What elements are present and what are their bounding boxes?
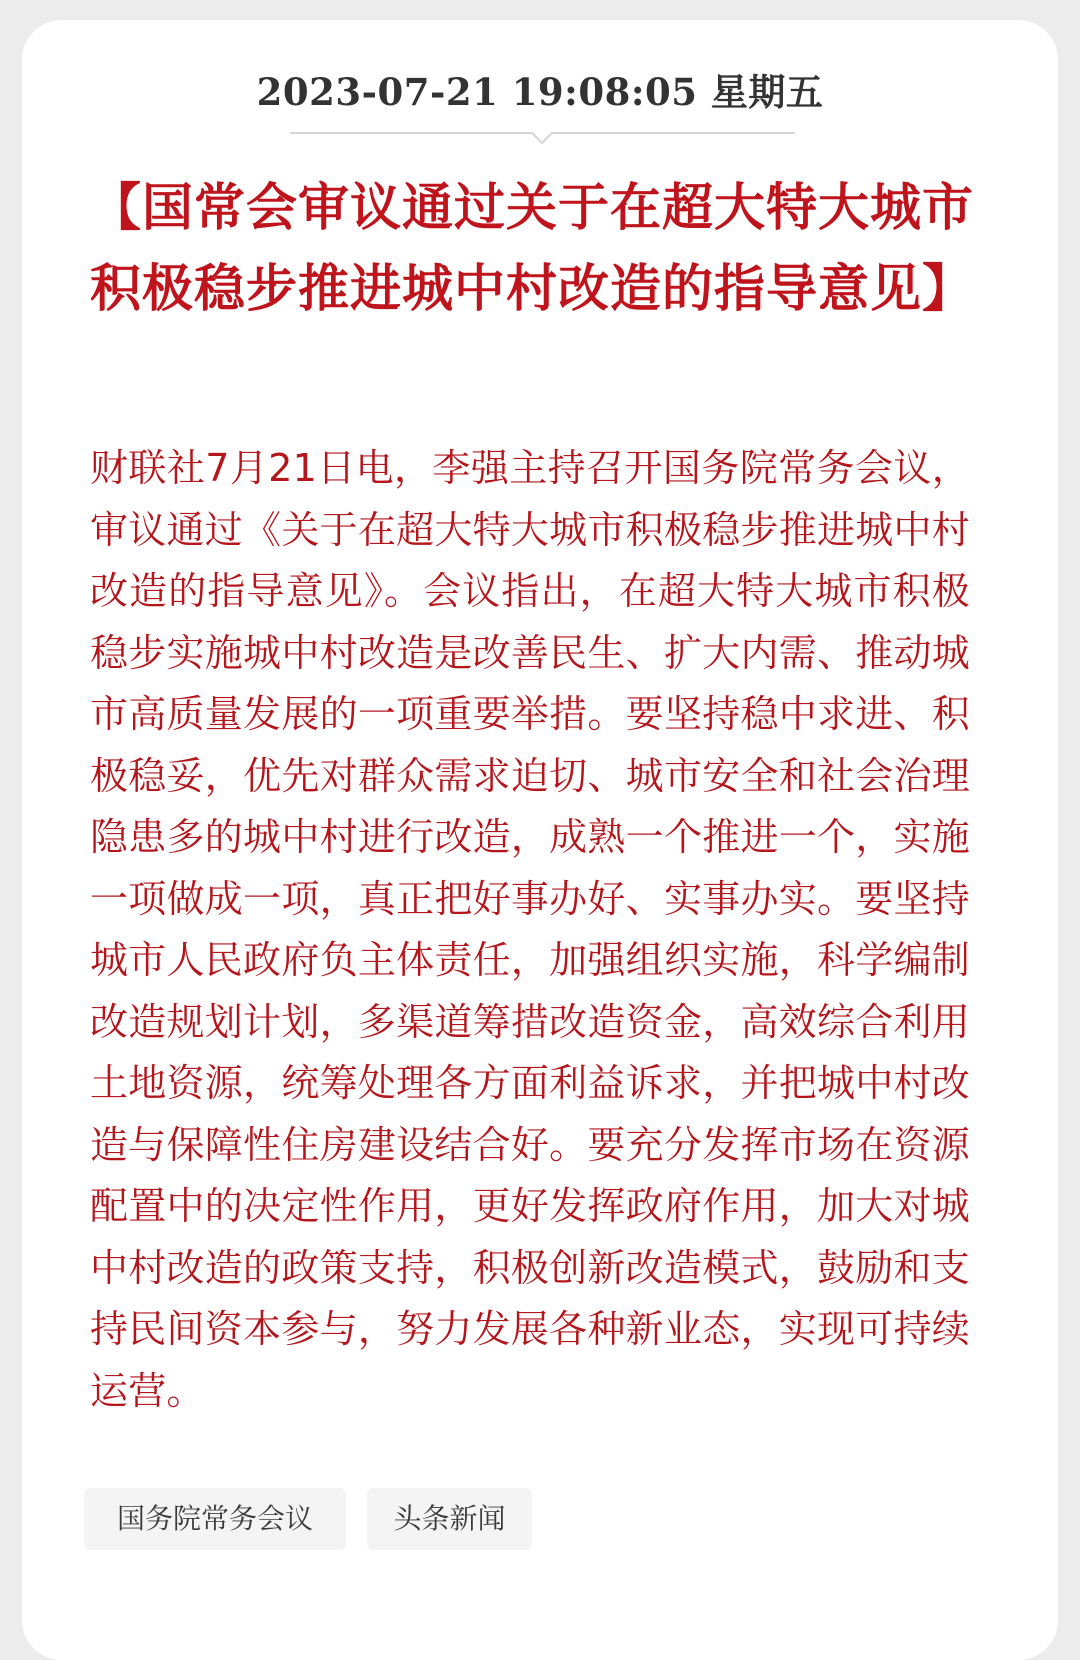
article-headline: 【国常会审议通过关于在超大特大城市积极稳步推进城中村改造的指导意见】 bbox=[90, 178, 975, 319]
datetime-header bbox=[0, 62, 1080, 116]
publish-datetime: 2023-07-21 19:08:05 星期五 bbox=[256, 70, 824, 114]
tag-state-council-meeting[interactable]: 国务院常务会议 bbox=[84, 1488, 346, 1550]
article-body: 财联社7月21日电，李强主持召开国务院常务会议，审议通过《关于在超大特大城市积极稳步推进城中村改造的指导意见》。会议指出，在超大特大城市积极稳步实施城中村改造是改善民生、扩大内需、推动城市高质量发展的一项重要举措。要坚持稳中求进、积极稳妥，优先对群众需求迫切、城市安全和社会治理隐患多的城中村进行改造，成熟一个推进一个，实施一项做成一项，真正把好事办好、实事办实。要坚持城市人民政府负主体责任，加强组织实施，科学编制改造规划计划，多渠道筹措改造资金，高效综合利用土地资源，统筹处理各方面利益诉求，并把城中村改造与保障性住房建设结合好。要充分发挥市场在资源配置中的决定性作用，更好发挥政府作用，加大对城中村改造的政策支持，积极创新改造模式，鼓励和支持民间资本参与，努力发展各种新业态，实现可持续运营。 bbox=[90, 446, 970, 1413]
tag-headline-news[interactable]: 头条新闻 bbox=[367, 1488, 532, 1550]
